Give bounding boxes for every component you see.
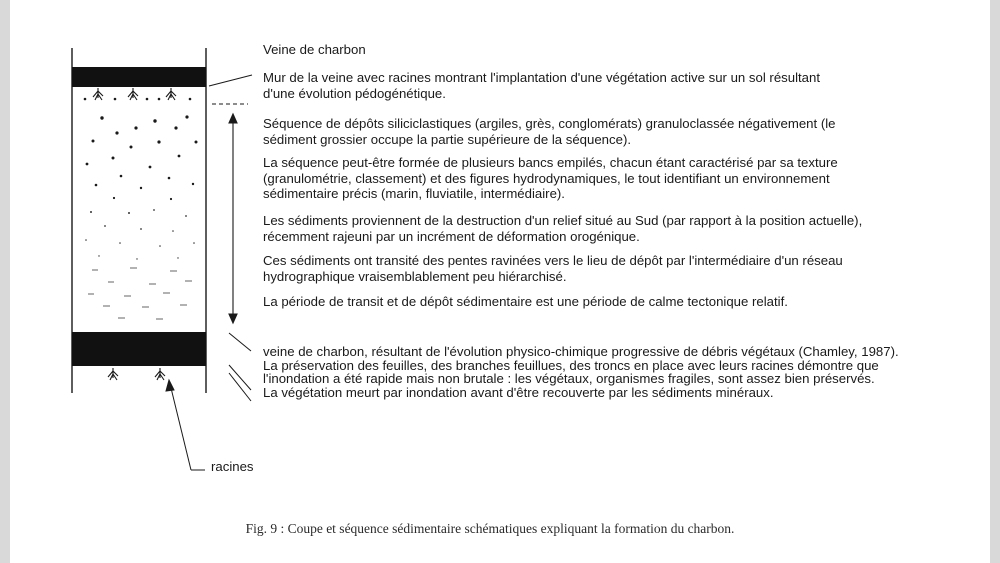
lower-roots — [108, 368, 165, 380]
text-line: (granulométrie, classement) et des figures hydrodynamiques, le tout identifiant un environnement — [263, 170, 830, 186]
text-line: Veine de charbon — [263, 42, 366, 57]
text-line: La végétation meurt par inondation avant d'être recouverte par les sédiments minéraux. — [263, 384, 774, 400]
text-line: sédiment grossier occupe la partie supérieure de la séquence). — [263, 131, 631, 147]
label-calme-tectonique — [263, 294, 788, 310]
clay-dashes — [88, 268, 192, 319]
text-line: Séquence de dépôts siliciclastiques (argiles, grès, conglomérats) granuloclassée négativement (le — [263, 116, 836, 131]
text-line: l'inondation a été rapide mais non brutale : les végétaux, organismes fragiles, sont assez bien préservés. — [263, 371, 875, 387]
label-racines: racines — [211, 459, 254, 474]
text-line: La séquence peut-être formée de plusieurs bancs empilés, chacun étant caractérisé par sa texture — [263, 155, 838, 170]
root-icon — [108, 368, 118, 380]
upper-coal-seam — [72, 67, 206, 87]
root-icon — [166, 88, 176, 100]
text-line: d'une évolution pédogénétique. — [263, 85, 446, 101]
label-relief — [263, 213, 862, 244]
sequence-double-arrow — [229, 114, 237, 323]
root-icon — [93, 88, 103, 100]
text-line: La préservation des feuilles, des branches feuillues, des troncs en place avec leurs racines démontre que — [263, 357, 879, 373]
upper-roots — [93, 88, 176, 100]
text-line: hydrographique vraisemblablement peu hiérarchisé. — [263, 268, 567, 284]
text-line: veine de charbon, résultant de l'évolution physico-chimique progressive de débris végétaux (Chamley, 1987). — [263, 344, 899, 359]
text-line: Les sédiments proviennent de la destruction d'un relief situé au Sud (par rapport à la position actuelle), — [263, 213, 863, 228]
leader-lines — [209, 75, 252, 401]
label-transit — [263, 253, 843, 284]
text-line: La période de transit et de dépôt sédimentaire est une période de calme tectonique relatif. — [263, 294, 788, 309]
figure-caption: Fig. 9 : Coupe et séquence sédimentaire schématiques expliquant la formation du charbon. — [245, 521, 735, 536]
racines-pointer-arrow — [166, 380, 205, 470]
text-line: Ces sédiments ont transité des pentes ravinées vers le lieu de dépôt par l'intermédiaire d'un réseau — [263, 253, 843, 268]
text-line: sédimentaire précis (marin, fluviatile, intermédiaire). — [263, 186, 565, 201]
coarse-sediment-dots — [86, 115, 198, 200]
text-line: Mur de la veine avec racines montrant l'implantation d'une végétation active sur un sol résultant — [263, 70, 821, 85]
label-veine-bas — [263, 345, 899, 399]
label-veine-de-charbon — [263, 42, 366, 58]
text-line: récemment rajeuni par un incrément de déformation orogénique. — [263, 228, 640, 244]
label-bancs — [263, 155, 838, 202]
lower-coal-seam — [72, 332, 206, 366]
label-sequence — [263, 116, 836, 147]
label-mur-de-la-veine — [263, 70, 820, 101]
root-icon — [155, 368, 165, 380]
upper-root-dots — [84, 98, 192, 101]
fine-sediment-dots — [85, 209, 195, 260]
root-icon — [128, 88, 138, 100]
